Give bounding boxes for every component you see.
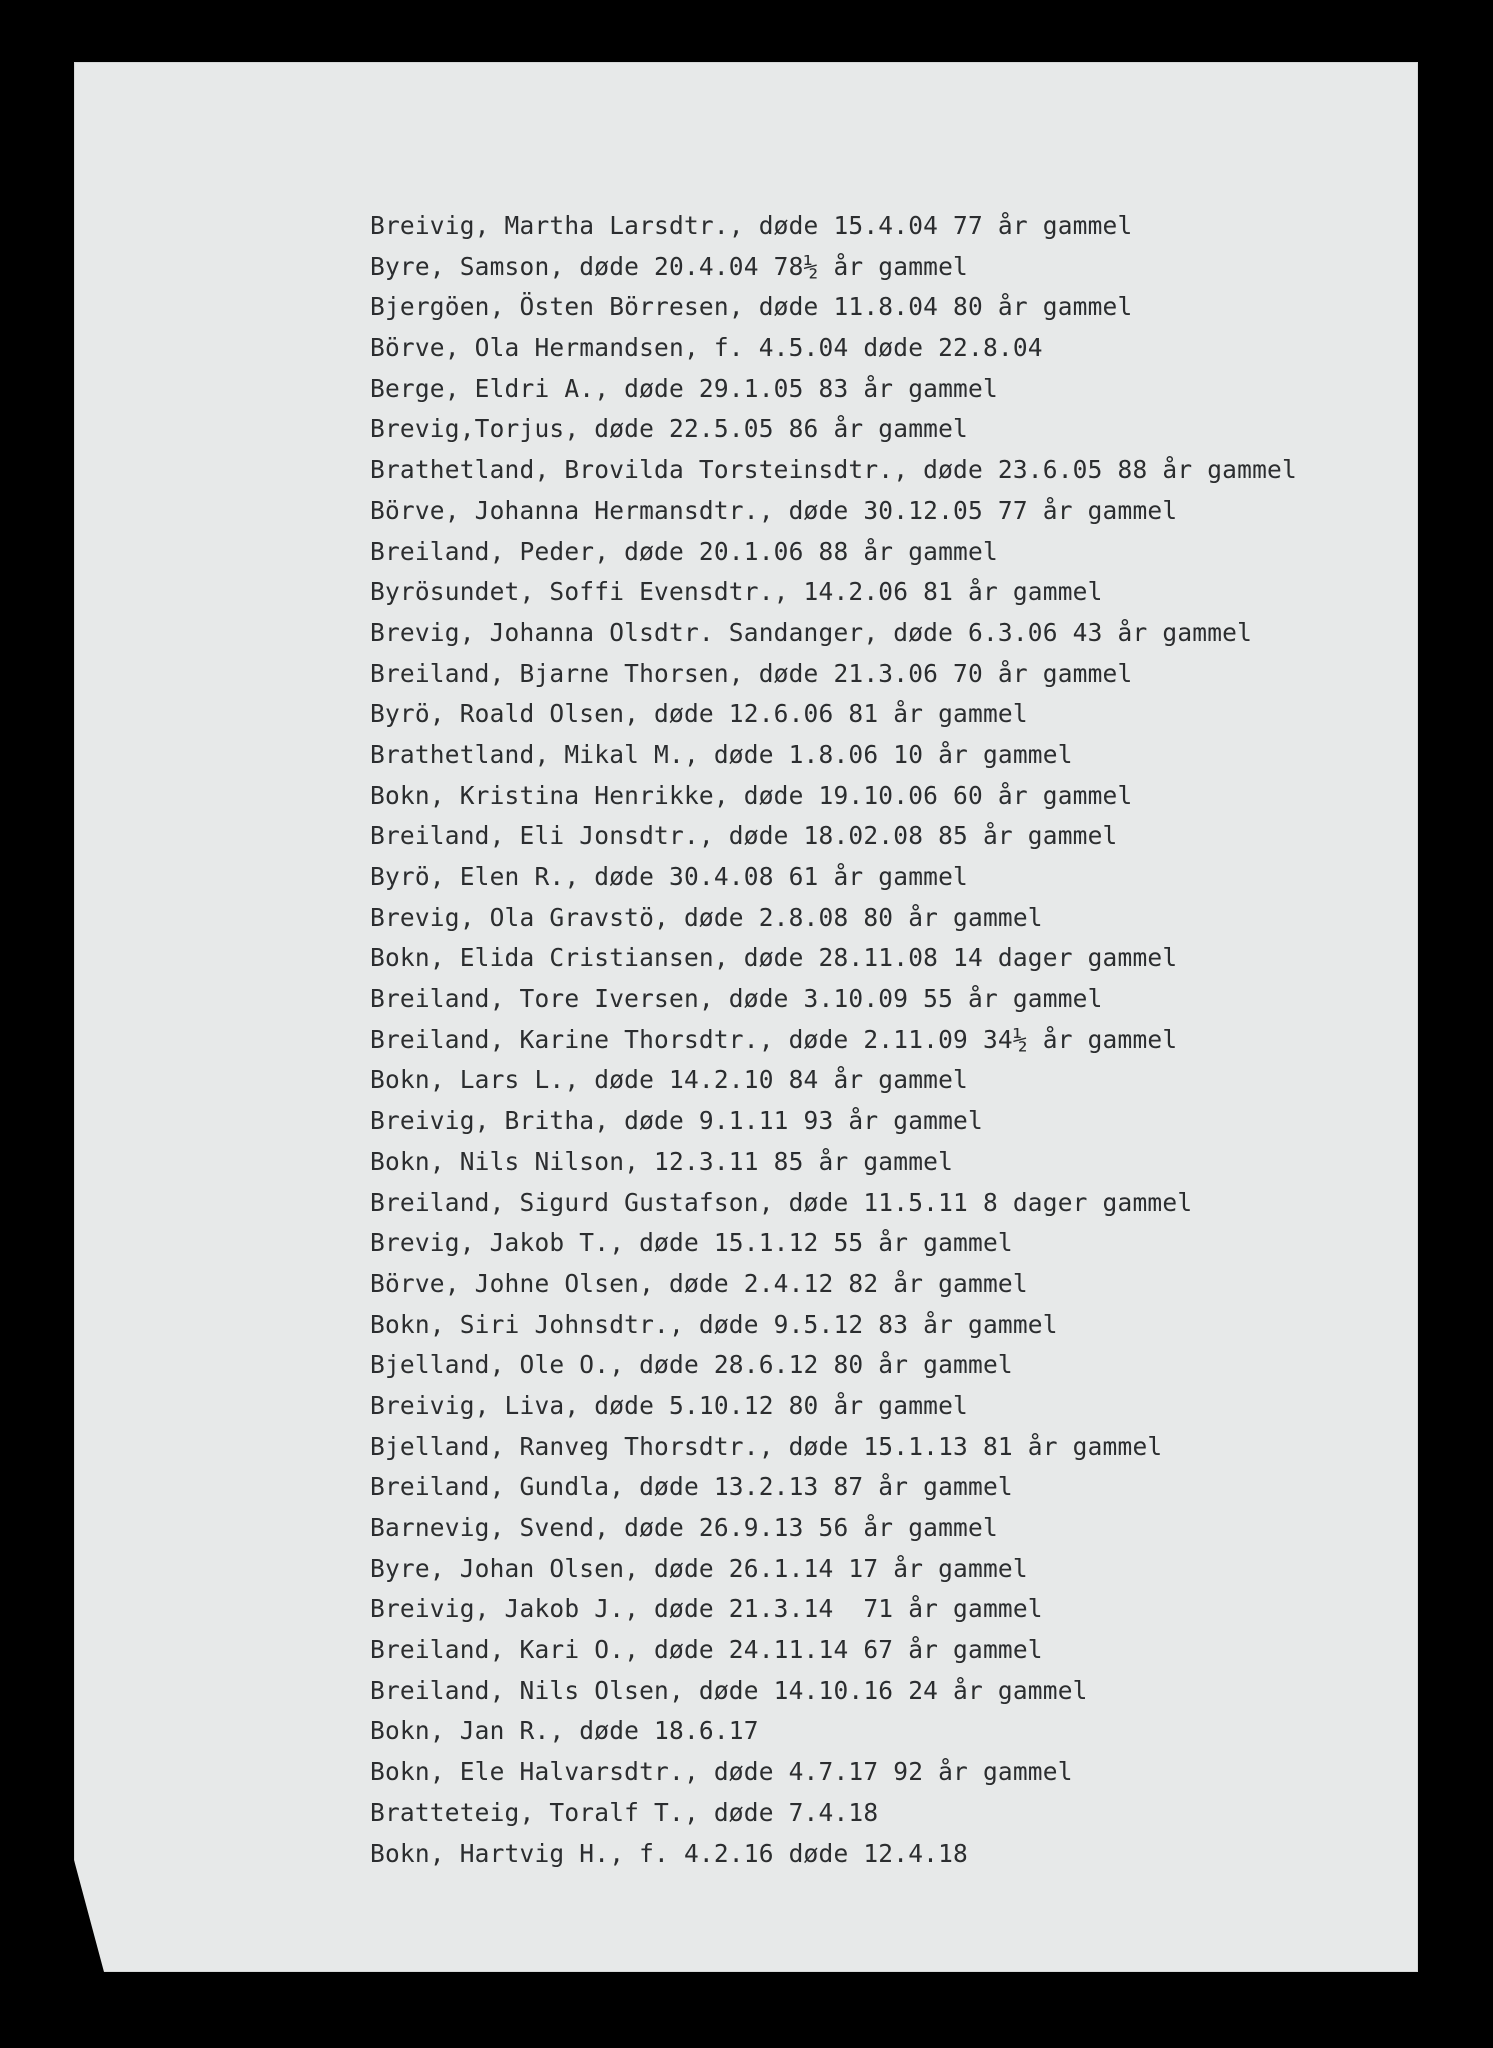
record-line: Byre, Samson, døde 20.4.04 78½ år gammel (370, 251, 969, 281)
record-line: Barnevig, Svend, døde 26.9.13 56 år gammel (370, 1513, 998, 1542)
record-line: Byre, Johan Olsen, døde 26.1.14 17 år gammel (370, 1553, 1028, 1583)
record-line: Breiland, Karine Thorsdtr., døde 2.11.09 34½ år gammel (370, 1024, 1178, 1054)
record-line: Bokn, Jan R., døde 18.6.17 (370, 1716, 759, 1746)
record-line: Börve, Johanna Hermansdtr., døde 30.12.05 77 år gammel (370, 495, 1178, 525)
record-line: Bokn, Kristina Henrikke, døde 19.10.06 60 år gammel (370, 780, 1133, 810)
record-line: Breivig, Martha Larsdtr., døde 15.4.04 77 år gammel (370, 211, 1133, 240)
record-line: Byrö, Elen R., døde 30.4.08 61 år gammel (370, 862, 969, 891)
record-line: Byrö, Roald Olsen, døde 12.6.06 81 år gammel (370, 699, 1028, 729)
record-line: Breiland, Gundla, døde 13.2.13 87 år gammel (370, 1472, 1013, 1502)
death-record-list (370, 206, 1297, 1874)
record-line: Bratteteig, Toralf T., døde 7.4.18 (370, 1797, 879, 1827)
record-line: Berge, Eldri A., døde 29.1.05 83 år gammel (370, 373, 998, 403)
record-line: Brathetland, Brovilda Torsteinsdtr., døde 23.6.05 88 år gammel (370, 455, 1297, 485)
page-corner (74, 1860, 104, 1972)
record-line: Brevig,Torjus, døde 22.5.05 86 år gammel (370, 414, 969, 444)
record-line: Breivig, Jakob J., døde 21.3.14 71 år gammel (370, 1594, 1043, 1624)
record-line: Bokn, Nils Nilson, 12.3.11 85 år gammel (370, 1146, 954, 1176)
record-line: Bokn, Siri Johnsdtr., døde 9.5.12 83 år gammel (370, 1309, 1058, 1339)
record-line: Börve, Johne Olsen, døde 2.4.12 82 år gammel (370, 1268, 1028, 1298)
record-line: Breivig, Britha, døde 9.1.11 93 år gammel (370, 1106, 983, 1136)
record-line: Bjergöen, Östen Börresen, døde 11.8.04 80 år gammel (370, 292, 1133, 322)
record-line: Breiland, Eli Jonsdtr., døde 18.02.08 85 år gammel (370, 821, 1118, 851)
record-line: Bokn, Elida Cristiansen, døde 28.11.08 14 dager gammel (370, 943, 1178, 973)
record-line: Byrösundet, Soffi Evensdtr., 14.2.06 81 år gammel (370, 577, 1103, 607)
record-line: Breiland, Kari O., døde 24.11.14 67 år gammel (370, 1635, 1043, 1665)
record-line: Bokn, Hartvig H., f. 4.2.16 døde 12.4.18 (370, 1838, 969, 1868)
record-line: Brevig, Johanna Olsdtr. Sandanger, døde 6.3.06 43 år gammel (370, 617, 1253, 647)
record-line: Brevig, Ola Gravstö, døde 2.8.08 80 år gammel (370, 902, 1043, 932)
record-line: Brathetland, Mikal M., døde 1.8.06 10 år gammel (370, 739, 1073, 769)
record-line: Breiland, Peder, døde 20.1.06 88 år gammel (370, 536, 998, 566)
record-line: Breivig, Liva, døde 5.10.12 80 år gammel (370, 1390, 969, 1420)
record-line: Breiland, Tore Iversen, døde 3.10.09 55 år gammel (370, 984, 1103, 1014)
record-line: Bjelland, Ole O., døde 28.6.12 80 år gammel (370, 1350, 1013, 1380)
record-line: Breiland, Bjarne Thorsen, døde 21.3.06 70 år gammel (370, 658, 1133, 688)
record-line: Breiland, Nils Olsen, døde 14.10.16 24 år gammel (370, 1675, 1088, 1705)
record-line: Börve, Ola Hermandsen, f. 4.5.04 døde 22.8.04 (370, 333, 1043, 363)
record-line: Bjelland, Ranveg Thorsdtr., døde 15.1.13 81 år gammel (370, 1431, 1163, 1461)
record-line: Bokn, Lars L., døde 14.2.10 84 år gammel (370, 1065, 969, 1095)
record-line: Brevig, Jakob T., døde 15.1.12 55 år gammel (370, 1228, 1013, 1258)
record-line: Breiland, Sigurd Gustafson, døde 11.5.11 8 dager gammel (370, 1187, 1193, 1217)
record-line: Bokn, Ele Halvarsdtr., døde 4.7.17 92 år gammel (370, 1757, 1073, 1787)
